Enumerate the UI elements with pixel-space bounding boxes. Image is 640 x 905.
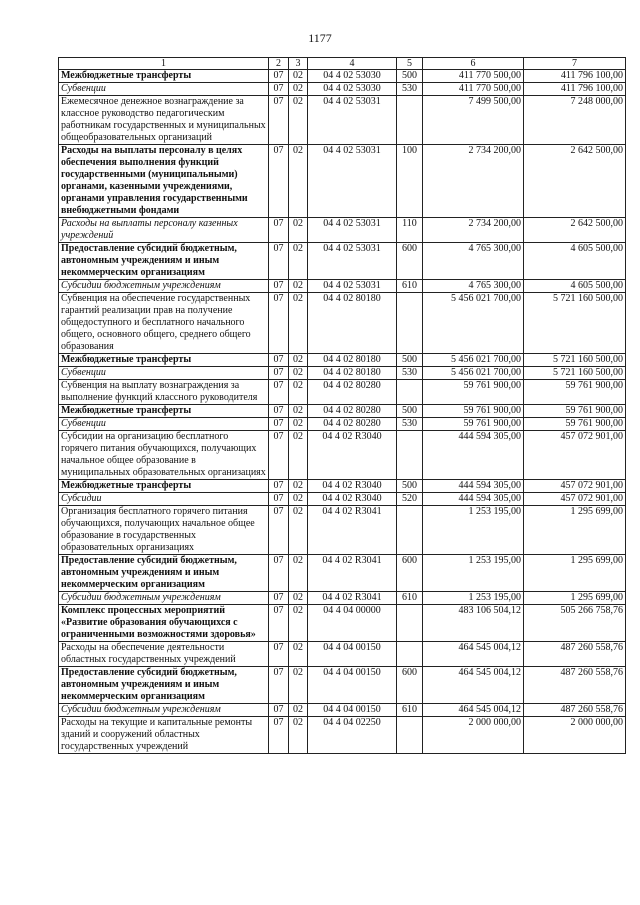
table-row xyxy=(59,642,626,667)
row-name-cell: Предоставление субсидий бюджетным, автономным учреждениям и иным некоммерческим организациям xyxy=(59,555,269,592)
row-name-cell: Субвенция на обеспечение государственных гарантий реализации прав на получение общедоступного и бесплатного начального общего, основного общего, среднего общего образования xyxy=(59,293,269,354)
expense-type-cell: 110 xyxy=(397,218,423,243)
amount-year2-cell: 487 260 558,76 xyxy=(524,667,626,704)
subsection-code-cell: 02 xyxy=(289,280,308,293)
amount-year2-cell: 59 761 900,00 xyxy=(524,405,626,418)
page-number: 1177 xyxy=(308,31,332,45)
amount-year2-cell: 59 761 900,00 xyxy=(524,380,626,405)
section-code-cell: 07 xyxy=(269,592,289,605)
row-name-cell: Расходы на текущие и капитальные ремонты зданий и сооружений областных государственных учреждений xyxy=(59,717,269,754)
amount-year1-cell: 2 734 200,00 xyxy=(423,145,524,218)
section-code-cell: 07 xyxy=(269,380,289,405)
subsection-code-cell: 02 xyxy=(289,506,308,555)
row-name-cell: Расходы на обеспечение деятельности областных государственных учреждений xyxy=(59,642,269,667)
target-article-cell: 04 4 04 00000 xyxy=(308,605,397,642)
subsection-code-cell: 02 xyxy=(289,642,308,667)
amount-year1-cell: 483 106 504,12 xyxy=(423,605,524,642)
subsection-code-cell: 02 xyxy=(289,418,308,431)
subsection-code-cell: 02 xyxy=(289,243,308,280)
table-row xyxy=(59,493,626,506)
section-code-cell: 07 xyxy=(269,555,289,592)
row-name-cell: Расходы на выплаты персоналу в целях обеспечения выполнения функций государственными (муниципальными) органами, казенными учреждениями, органами управления государственными внебюджетными фондами xyxy=(59,145,269,218)
table-row xyxy=(59,717,626,754)
row-name-cell: Организация бесплатного горячего питания обучающихся, получающих начальное общее образование в государственных образовательных организациях xyxy=(59,506,269,555)
amount-year1-cell: 5 456 021 700,00 xyxy=(423,367,524,380)
section-code-cell: 07 xyxy=(269,70,289,83)
table-row xyxy=(59,354,626,367)
table-row xyxy=(59,605,626,642)
expense-type-cell: 500 xyxy=(397,70,423,83)
column-header: 3 xyxy=(289,58,308,70)
row-name-cell: Субвенция на выплату вознаграждения за выполнение функций классного руководителя xyxy=(59,380,269,405)
amount-year1-cell: 7 499 500,00 xyxy=(423,96,524,145)
column-header: 1 xyxy=(59,58,269,70)
subsection-code-cell: 02 xyxy=(289,592,308,605)
table-row xyxy=(59,145,626,218)
expense-type-cell xyxy=(397,293,423,354)
section-code-cell: 07 xyxy=(269,642,289,667)
amount-year1-cell: 444 594 305,00 xyxy=(423,431,524,480)
subsection-code-cell: 02 xyxy=(289,493,308,506)
amount-year1-cell: 464 545 004,12 xyxy=(423,667,524,704)
table-row xyxy=(59,480,626,493)
column-number-header xyxy=(59,58,626,70)
expense-type-cell xyxy=(397,605,423,642)
table-row xyxy=(59,405,626,418)
amount-year2-cell: 2 642 500,00 xyxy=(524,145,626,218)
row-name-cell: Расходы на выплаты персоналу казенных учреждений xyxy=(59,218,269,243)
target-article-cell: 04 4 02 R3041 xyxy=(308,555,397,592)
row-name-cell: Комплекс процессных мероприятий «Развитие образования обучающихся с ограниченными возможностями здоровья» xyxy=(59,605,269,642)
amount-year2-cell: 505 266 758,76 xyxy=(524,605,626,642)
target-article-cell: 04 4 02 R3040 xyxy=(308,480,397,493)
amount-year1-cell: 59 761 900,00 xyxy=(423,405,524,418)
expense-type-cell: 100 xyxy=(397,145,423,218)
row-name-cell: Межбюджетные трансферты xyxy=(59,354,269,367)
target-article-cell: 04 4 02 80280 xyxy=(308,380,397,405)
expense-type-cell: 610 xyxy=(397,280,423,293)
amount-year1-cell: 59 761 900,00 xyxy=(423,380,524,405)
amount-year2-cell: 1 295 699,00 xyxy=(524,506,626,555)
table-row xyxy=(59,592,626,605)
target-article-cell: 04 4 04 02250 xyxy=(308,717,397,754)
table-row xyxy=(59,70,626,83)
target-article-cell: 04 4 02 53031 xyxy=(308,218,397,243)
row-name-cell: Субсидии бюджетным учреждениям xyxy=(59,704,269,717)
subsection-code-cell: 02 xyxy=(289,605,308,642)
amount-year1-cell: 2 734 200,00 xyxy=(423,218,524,243)
amount-year2-cell: 1 295 699,00 xyxy=(524,555,626,592)
row-name-cell: Субсидии бюджетным учреждениям xyxy=(59,280,269,293)
table-row xyxy=(59,704,626,717)
amount-year2-cell: 4 605 500,00 xyxy=(524,280,626,293)
subsection-code-cell: 02 xyxy=(289,218,308,243)
expense-type-cell: 600 xyxy=(397,555,423,592)
amount-year1-cell: 464 545 004,12 xyxy=(423,704,524,717)
target-article-cell: 04 4 04 00150 xyxy=(308,667,397,704)
amount-year1-cell: 1 253 195,00 xyxy=(423,592,524,605)
column-header: 2 xyxy=(269,58,289,70)
row-name-cell: Ежемесячное денежное вознаграждение за классное руководство педагогическим работникам государственных и муниципальных общеобразовательных организаций xyxy=(59,96,269,145)
amount-year2-cell: 7 248 000,00 xyxy=(524,96,626,145)
subsection-code-cell: 02 xyxy=(289,480,308,493)
expense-type-cell: 500 xyxy=(397,354,423,367)
table-row xyxy=(59,380,626,405)
section-code-cell: 07 xyxy=(269,605,289,642)
table-row xyxy=(59,367,626,380)
section-code-cell: 07 xyxy=(269,405,289,418)
row-name-cell: Субвенции xyxy=(59,367,269,380)
row-name-cell: Субсидии xyxy=(59,493,269,506)
amount-year2-cell: 2 642 500,00 xyxy=(524,218,626,243)
section-code-cell: 07 xyxy=(269,431,289,480)
amount-year2-cell: 5 721 160 500,00 xyxy=(524,354,626,367)
table-row xyxy=(59,555,626,592)
target-article-cell: 04 4 02 80280 xyxy=(308,405,397,418)
amount-year1-cell: 411 770 500,00 xyxy=(423,83,524,96)
expense-type-cell xyxy=(397,642,423,667)
amount-year1-cell: 4 765 300,00 xyxy=(423,280,524,293)
expense-type-cell xyxy=(397,96,423,145)
row-name-cell: Межбюджетные трансферты xyxy=(59,405,269,418)
amount-year2-cell: 1 295 699,00 xyxy=(524,592,626,605)
column-header: 4 xyxy=(308,58,397,70)
amount-year2-cell: 411 796 100,00 xyxy=(524,83,626,96)
target-article-cell: 04 4 02 R3040 xyxy=(308,493,397,506)
amount-year1-cell: 1 253 195,00 xyxy=(423,555,524,592)
subsection-code-cell: 02 xyxy=(289,96,308,145)
section-code-cell: 07 xyxy=(269,704,289,717)
amount-year1-cell: 444 594 305,00 xyxy=(423,493,524,506)
column-header: 7 xyxy=(524,58,626,70)
row-name-cell: Предоставление субсидий бюджетным, автономным учреждениям и иным некоммерческим организациям xyxy=(59,667,269,704)
section-code-cell: 07 xyxy=(269,717,289,754)
subsection-code-cell: 02 xyxy=(289,367,308,380)
subsection-code-cell: 02 xyxy=(289,70,308,83)
section-code-cell: 07 xyxy=(269,506,289,555)
expense-type-cell: 530 xyxy=(397,418,423,431)
expense-type-cell: 600 xyxy=(397,243,423,280)
expense-type-cell: 500 xyxy=(397,405,423,418)
row-name-cell: Субвенции xyxy=(59,83,269,96)
subsection-code-cell: 02 xyxy=(289,405,308,418)
subsection-code-cell: 02 xyxy=(289,354,308,367)
amount-year1-cell: 444 594 305,00 xyxy=(423,480,524,493)
target-article-cell: 04 4 02 53030 xyxy=(308,70,397,83)
expense-type-cell: 530 xyxy=(397,83,423,96)
target-article-cell: 04 4 02 R3041 xyxy=(308,592,397,605)
section-code-cell: 07 xyxy=(269,493,289,506)
section-code-cell: 07 xyxy=(269,354,289,367)
table-row xyxy=(59,667,626,704)
amount-year1-cell: 4 765 300,00 xyxy=(423,243,524,280)
target-article-cell: 04 4 04 00150 xyxy=(308,704,397,717)
expense-type-cell: 610 xyxy=(397,704,423,717)
amount-year2-cell: 2 000 000,00 xyxy=(524,717,626,754)
expense-type-cell xyxy=(397,380,423,405)
section-code-cell: 07 xyxy=(269,293,289,354)
subsection-code-cell: 02 xyxy=(289,431,308,480)
target-article-cell: 04 4 04 00150 xyxy=(308,642,397,667)
table-row xyxy=(59,83,626,96)
table-row xyxy=(59,280,626,293)
target-article-cell: 04 4 02 80180 xyxy=(308,367,397,380)
row-name-cell: Межбюджетные трансферты xyxy=(59,480,269,493)
amount-year2-cell: 59 761 900,00 xyxy=(524,418,626,431)
expense-type-cell: 600 xyxy=(397,667,423,704)
table-row xyxy=(59,506,626,555)
table-row xyxy=(59,293,626,354)
target-article-cell: 04 4 02 53031 xyxy=(308,145,397,218)
target-article-cell: 04 4 02 R3041 xyxy=(308,506,397,555)
section-code-cell: 07 xyxy=(269,480,289,493)
amount-year2-cell: 411 796 100,00 xyxy=(524,70,626,83)
amount-year1-cell: 464 545 004,12 xyxy=(423,642,524,667)
amount-year1-cell: 411 770 500,00 xyxy=(423,70,524,83)
amount-year2-cell: 457 072 901,00 xyxy=(524,431,626,480)
expense-type-cell: 500 xyxy=(397,480,423,493)
expense-type-cell: 520 xyxy=(397,493,423,506)
expense-type-cell xyxy=(397,717,423,754)
amount-year2-cell: 4 605 500,00 xyxy=(524,243,626,280)
column-header: 5 xyxy=(397,58,423,70)
expense-type-cell: 610 xyxy=(397,592,423,605)
section-code-cell: 07 xyxy=(269,96,289,145)
table-body xyxy=(59,70,626,754)
amount-year1-cell: 5 456 021 700,00 xyxy=(423,354,524,367)
expense-type-cell xyxy=(397,506,423,555)
row-name-cell: Предоставление субсидий бюджетным, автономным учреждениям и иным некоммерческим организациям xyxy=(59,243,269,280)
subsection-code-cell: 02 xyxy=(289,293,308,354)
section-code-cell: 07 xyxy=(269,218,289,243)
expense-type-cell: 530 xyxy=(397,367,423,380)
target-article-cell: 04 4 02 80180 xyxy=(308,354,397,367)
amount-year2-cell: 457 072 901,00 xyxy=(524,493,626,506)
target-article-cell: 04 4 02 80280 xyxy=(308,418,397,431)
amount-year1-cell: 5 456 021 700,00 xyxy=(423,293,524,354)
amount-year1-cell: 2 000 000,00 xyxy=(423,717,524,754)
table-row xyxy=(59,431,626,480)
amount-year1-cell: 59 761 900,00 xyxy=(423,418,524,431)
subsection-code-cell: 02 xyxy=(289,83,308,96)
row-name-cell: Субсидии на организацию бесплатного горячего питания обучающихся, получающих начальное общее образование в муниципальных образовательных организациях xyxy=(59,431,269,480)
amount-year2-cell: 457 072 901,00 xyxy=(524,480,626,493)
row-name-cell: Межбюджетные трансферты xyxy=(59,70,269,83)
amount-year2-cell: 5 721 160 500,00 xyxy=(524,293,626,354)
amount-year2-cell: 5 721 160 500,00 xyxy=(524,367,626,380)
section-code-cell: 07 xyxy=(269,367,289,380)
table-row xyxy=(59,96,626,145)
row-name-cell: Субсидии бюджетным учреждениям xyxy=(59,592,269,605)
table-row xyxy=(59,218,626,243)
target-article-cell: 04 4 02 53030 xyxy=(308,83,397,96)
amount-year2-cell: 487 260 558,76 xyxy=(524,704,626,717)
amount-year1-cell: 1 253 195,00 xyxy=(423,506,524,555)
amount-year2-cell: 487 260 558,76 xyxy=(524,642,626,667)
target-article-cell: 04 4 02 53031 xyxy=(308,243,397,280)
column-header: 6 xyxy=(423,58,524,70)
section-code-cell: 07 xyxy=(269,243,289,280)
section-code-cell: 07 xyxy=(269,418,289,431)
row-name-cell: Субвенции xyxy=(59,418,269,431)
subsection-code-cell: 02 xyxy=(289,555,308,592)
table-row xyxy=(59,243,626,280)
target-article-cell: 04 4 02 80180 xyxy=(308,293,397,354)
section-code-cell: 07 xyxy=(269,667,289,704)
expense-type-cell xyxy=(397,431,423,480)
subsection-code-cell: 02 xyxy=(289,717,308,754)
subsection-code-cell: 02 xyxy=(289,667,308,704)
section-code-cell: 07 xyxy=(269,280,289,293)
table-row xyxy=(59,418,626,431)
target-article-cell: 04 4 02 53031 xyxy=(308,280,397,293)
section-code-cell: 07 xyxy=(269,145,289,218)
budget-table xyxy=(58,57,626,754)
subsection-code-cell: 02 xyxy=(289,145,308,218)
subsection-code-cell: 02 xyxy=(289,380,308,405)
subsection-code-cell: 02 xyxy=(289,704,308,717)
target-article-cell: 04 4 02 R3040 xyxy=(308,431,397,480)
section-code-cell: 07 xyxy=(269,83,289,96)
target-article-cell: 04 4 02 53031 xyxy=(308,96,397,145)
